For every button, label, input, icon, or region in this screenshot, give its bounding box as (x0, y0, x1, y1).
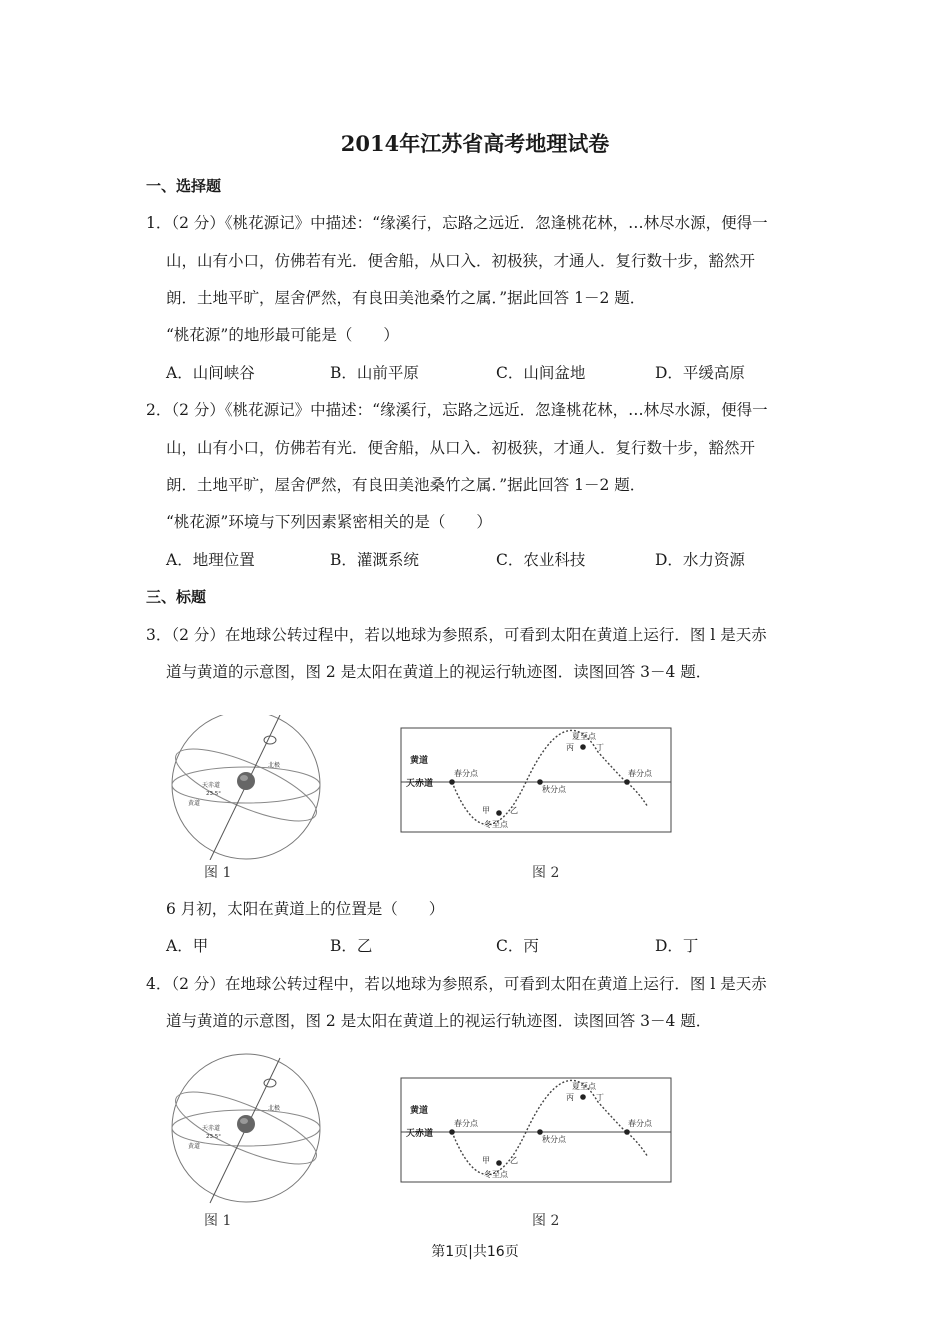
option-b: B．山前平原 (330, 364, 419, 382)
option-b: B．灌溉系统 (330, 551, 419, 569)
fig2-autumn-label: 秋分点 (542, 785, 566, 794)
option-b: B．乙 (330, 937, 373, 955)
fig1-equator-label: 天赤道 (202, 782, 221, 789)
fig2-spring2-label: 春分点 (628, 1119, 652, 1128)
question-prompt: “桃花源”的地形最可能是（ ） (166, 326, 399, 344)
question-stem-line: 山，山有小口，仿佛若有光．便舍船，从口入．初极狭，才通人．复行数十步，豁然开 (166, 439, 756, 457)
fig1-equator-label: 天赤道 (202, 1125, 221, 1132)
fig2-yi-label: 乙 (510, 806, 518, 815)
option-d: D．丁 (655, 937, 699, 955)
figure-2-ecliptic-track (400, 1077, 672, 1183)
fig2-winter-label: 冬至点 (484, 1170, 508, 1179)
fig1-ecliptic-label: 黄道 (188, 800, 201, 807)
section-heading-title: 三、标题 (146, 588, 207, 606)
fig2-autumn-label: 秋分点 (542, 1135, 566, 1144)
fig2-equator-label: 天赤道 (406, 1129, 434, 1139)
option-a: A．地理位置 (166, 551, 255, 569)
figure-2-caption: 图 2 (532, 1213, 560, 1229)
option-c: C．丙 (496, 937, 539, 955)
question-stem-line: 山，山有小口，仿佛若有光．便舍船，从口入．初极狭，才通人．复行数十步，豁然开 (166, 252, 756, 270)
fig2-yi-label: 乙 (510, 1156, 518, 1165)
figure-1-celestial-sphere (160, 715, 340, 860)
question-stem-line: 朗．土地平旷，屋舍俨然，有良田美池桑竹之属．”据此回答 1－2 题． (166, 476, 646, 494)
fig2-jia-label: 甲 (482, 806, 490, 815)
section-heading-choice: 一、选择题 (146, 177, 222, 195)
fig1-pole-label: 北极 (268, 762, 281, 769)
question-stem-line: 4．（2 分）在地球公转过程中，若以地球为参照系，可看到太阳在黄道上运行．图 l 是天赤 (146, 975, 767, 993)
fig2-ding-label: 丁 (596, 1093, 604, 1102)
fig2-spring-label: 春分点 (454, 1119, 478, 1128)
fig2-spring-label: 春分点 (454, 769, 478, 778)
question-prompt: 6 月初，太阳在黄道上的位置是（ ） (166, 900, 445, 918)
fig2-spring2-label: 春分点 (628, 769, 652, 778)
option-d: D．水力资源 (655, 551, 745, 569)
figure-1-caption: 图 1 (204, 865, 232, 881)
option-c: C．山间盆地 (496, 364, 586, 382)
question-stem-line: 3．（2 分）在地球公转过程中，若以地球为参照系，可看到太阳在黄道上运行．图 l 是天赤 (146, 626, 767, 644)
figure-1-caption: 图 1 (204, 1213, 232, 1229)
question-stem-line: 道与黄道的示意图，图 2 是太阳在黄道上的视运行轨迹图．读图回答 3－4 题． (166, 663, 712, 681)
fig2-ecliptic-label: 黄道 (410, 1106, 429, 1116)
option-a: A．甲 (166, 937, 209, 955)
page-footer: 第1页|共16页 (431, 1244, 519, 1260)
fig2-winter-label: 冬至点 (484, 820, 508, 829)
fig2-summer-label: 夏至点 (572, 1082, 596, 1091)
fig1-angle-label: 23.5° (206, 791, 221, 797)
figure-2-ecliptic-track (400, 727, 672, 833)
figure-2-caption: 图 2 (532, 865, 560, 881)
question-stem-line: 道与黄道的示意图，图 2 是太阳在黄道上的视运行轨迹图．读图回答 3－4 题． (166, 1012, 712, 1030)
fig2-ecliptic-label: 黄道 (410, 756, 429, 766)
question-prompt: “桃花源”环境与下列因素紧密相关的是（ ） (166, 513, 492, 531)
fig1-angle-label: 23.5° (206, 1134, 221, 1140)
fig2-summer-label: 夏至点 (572, 732, 596, 741)
question-stem-line: 1．（2 分）《桃花源记》中描述：“缘溪行，忘路之远近．忽逢桃花林，…林尽水源，便得一 (146, 214, 768, 232)
fig2-equator-label: 天赤道 (406, 779, 434, 789)
fig2-bing-label: 丙 (566, 1093, 574, 1102)
fig2-bing-label: 丙 (566, 743, 574, 752)
option-c: C．农业科技 (496, 551, 586, 569)
page-title: 2014年江苏省高考地理试卷 (340, 131, 610, 156)
fig2-jia-label: 甲 (482, 1156, 490, 1165)
option-d: D．平缓高原 (655, 364, 745, 382)
figure-1-celestial-sphere (160, 1048, 340, 1208)
question-stem-line: 2．（2 分）《桃花源记》中描述：“缘溪行，忘路之远近．忽逢桃花林，…林尽水源，便得一 (146, 401, 768, 419)
option-a: A．山间峡谷 (166, 364, 255, 382)
fig1-ecliptic-label: 黄道 (188, 1143, 201, 1150)
question-stem-line: 朗．土地平旷，屋舍俨然，有良田美池桑竹之属．”据此回答 1－2 题． (166, 289, 646, 307)
fig1-pole-label: 北极 (268, 1105, 281, 1112)
fig2-ding-label: 丁 (596, 743, 604, 752)
